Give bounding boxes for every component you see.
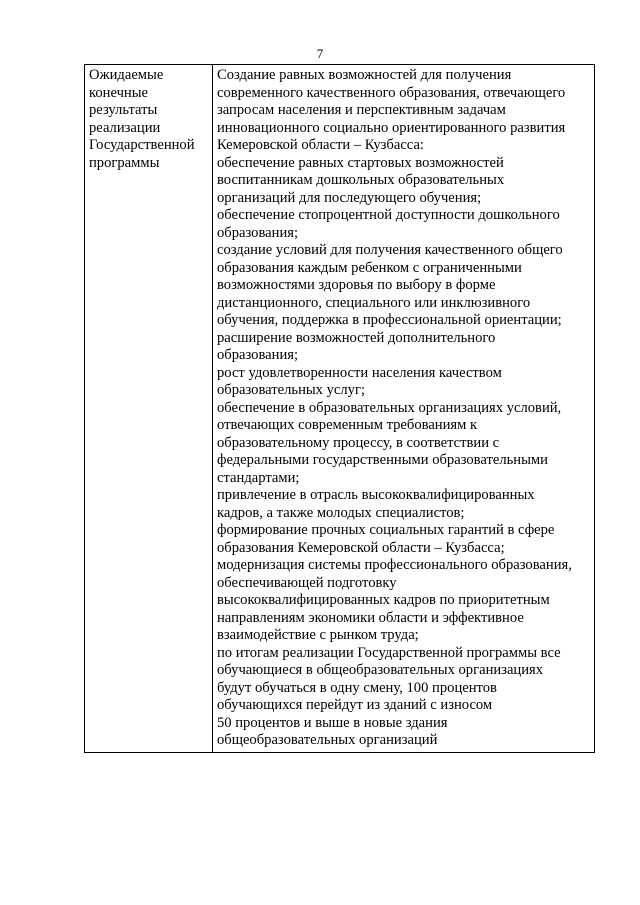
content-line: запросам населения и перспективным задачам xyxy=(217,102,506,118)
content-line: дистанционного, специального или инклюзивного xyxy=(217,294,531,311)
content-line: высококвалифицированных кадров по приоритетным xyxy=(217,592,550,608)
row-label-line: программы xyxy=(89,154,160,171)
content-line: стандартами; xyxy=(217,469,300,486)
page-number: 7 xyxy=(316,46,324,61)
content-line: образовательных услуг; xyxy=(217,382,366,398)
row-label-cell xyxy=(85,65,213,753)
content-line: образования; xyxy=(217,224,299,241)
content-line: привлечение в отрасль высококвалифицированных xyxy=(217,487,535,503)
table-row xyxy=(85,65,595,753)
content-line: современного качественного образования, отвечающего xyxy=(217,84,566,101)
content-line: обеспечивающей подготовку xyxy=(217,574,397,591)
row-label-line: Ожидаемые xyxy=(89,67,164,83)
content-line: обучающиеся в общеобразовательных организациях xyxy=(217,662,544,678)
content-line: организаций для последующего обучения; xyxy=(217,189,482,206)
content-line: инновационного социально ориентированного развития xyxy=(217,119,566,136)
content-line: кадров, а также молодых специалистов; xyxy=(217,504,465,521)
content-line: расширение возможностей дополнительного xyxy=(217,329,496,346)
content-line: по итогам реализации Государственной программы все xyxy=(217,644,561,661)
content-line: федеральными государственными образовательными xyxy=(217,452,548,468)
content-line: 50 процентов и выше в новые здания xyxy=(217,714,448,731)
row-label-line: конечные xyxy=(89,84,149,101)
content-line: будут обучаться в одну смену, 100 процентов xyxy=(217,679,497,696)
content-line: возможностями здоровья по выбору в форме xyxy=(217,277,496,293)
content-line: обеспечение равных стартовых возможностей xyxy=(217,154,504,171)
row-content-cell xyxy=(213,65,595,753)
content-line: общеобразовательных организаций xyxy=(217,732,438,748)
content-line: направлениям экономики области и эффективное xyxy=(217,609,524,626)
row-label-line: реализации xyxy=(89,119,161,136)
content-line: рост удовлетворенности населения качеством xyxy=(217,364,502,381)
content-line: формирование прочных социальных гарантий в сфере xyxy=(217,522,555,538)
content-line: обеспечение стопроцентной доступности дошкольного xyxy=(217,207,560,223)
content-line: создание условий для получения качественного общего xyxy=(217,242,563,258)
content-line: Создание равных возможностей для получения xyxy=(217,67,512,83)
row-label-line: Государственной xyxy=(89,137,195,153)
row-label-line: результаты xyxy=(89,102,158,118)
content-line: отвечающих современным требованиям к xyxy=(217,417,478,433)
results-table xyxy=(84,64,595,753)
content-line: образования; xyxy=(217,347,299,363)
content-line: образования Кемеровской области – Кузбасса; xyxy=(217,539,505,556)
content-line: воспитанникам дошкольных образовательных xyxy=(217,172,505,188)
content-line: обучения, поддержка в профессиональной ориентации; xyxy=(217,312,562,328)
content-line: образования каждым ребенком с ограниченными xyxy=(217,259,522,276)
content-line: образовательному процессу, в соответствии с xyxy=(217,434,500,451)
content-line: Кемеровской области – Кузбасса: xyxy=(217,137,424,153)
content-line: взаимодействие с рынком труда; xyxy=(217,627,419,643)
content-line: модернизация системы профессионального образования, xyxy=(217,557,572,573)
content-line: обеспечение в образовательных организациях условий, xyxy=(217,399,562,416)
content-line: обучающихся перейдут из зданий с износом xyxy=(217,697,493,713)
